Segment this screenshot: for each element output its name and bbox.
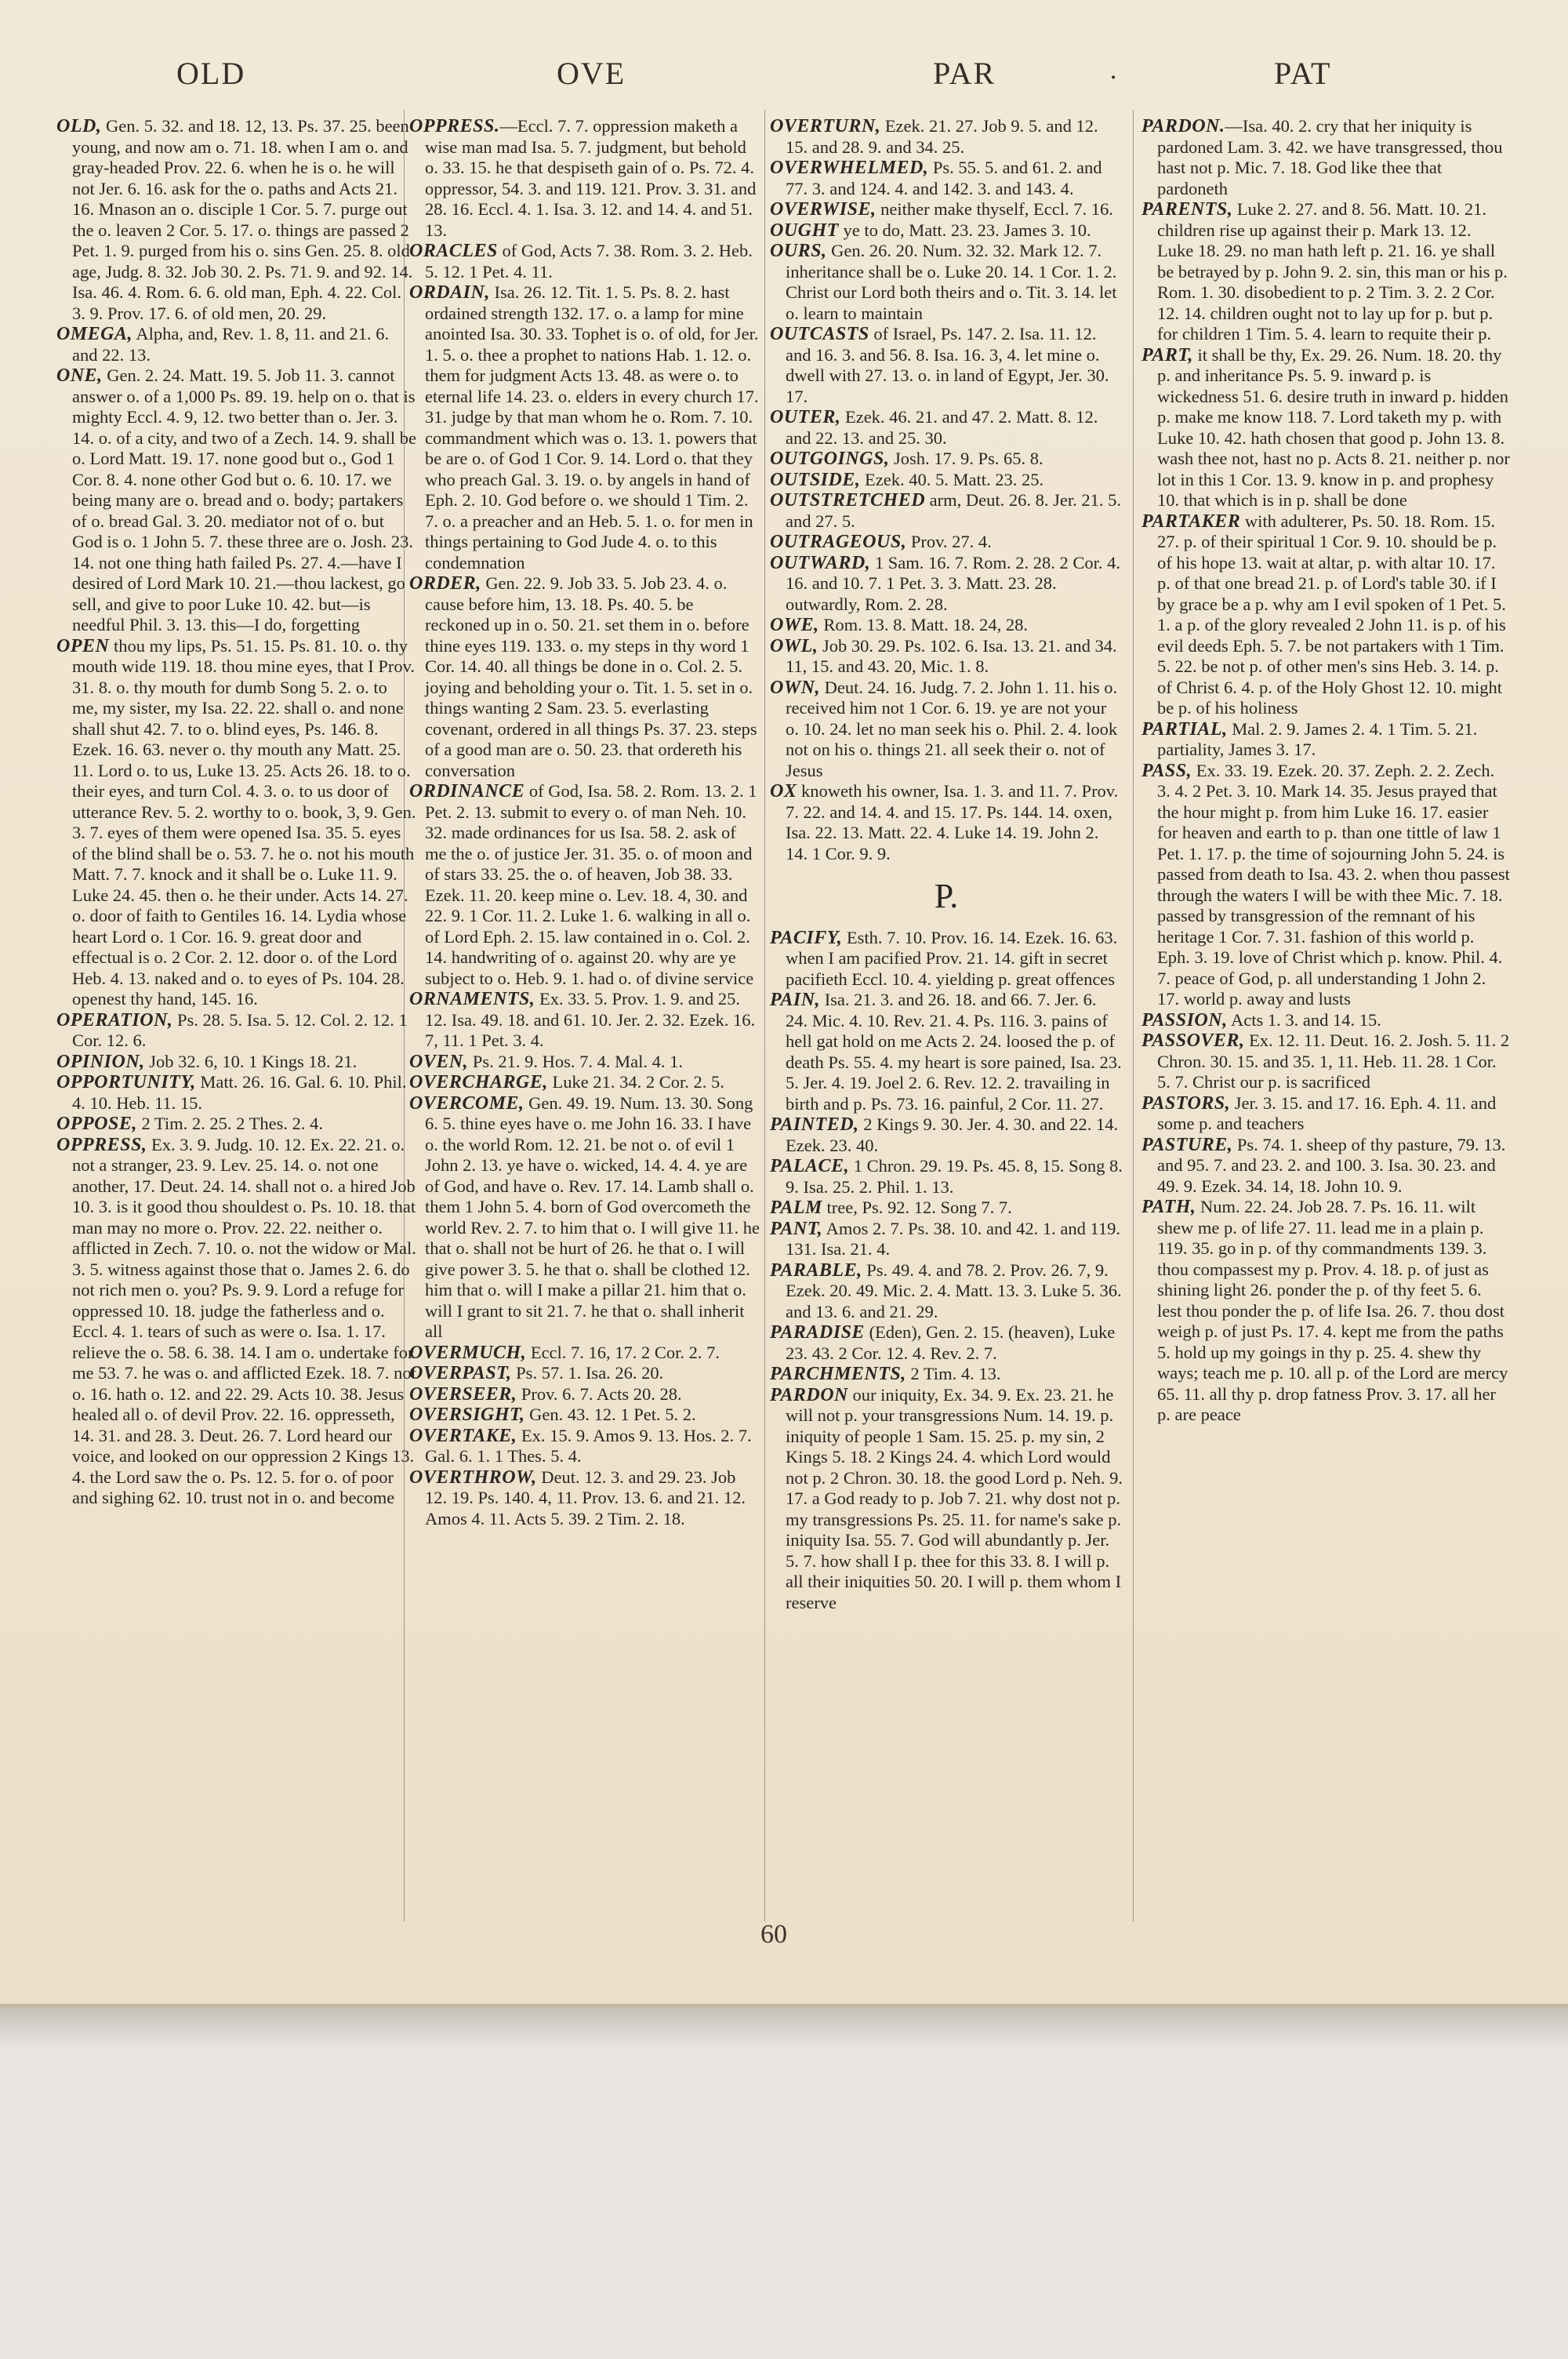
concordance-entry — [1142, 1093, 1510, 1135]
concordance-entry — [56, 1010, 417, 1052]
entry-headword: PARTIAL, — [1142, 718, 1228, 740]
entry-references: it shall be thy, Ex. 29. 26. Num. 18. 20. thy p. and inheritance Ps. 5. 9. inward p. is wickedness 51. 6. desire truth in inward p. hidden p. make me know 118. 7. Lord taketh my p. with Luke 10. 42. hath chosen that good p. John 13. 8. wash thee not, hast no p. Acts 8. 21. neither p. nor lot in this 1 Cor. 13. 9. know in p. and prophesy 10. that which is in p. shall be done — [1157, 344, 1510, 510]
entry-headword: OUTWARD, — [770, 552, 871, 573]
entry-headword: PAIN, — [770, 990, 821, 1010]
entry-references: Ex. 33. 19. Ezek. 20. 37. Zeph. 2. 2. Zech. 3. 4. 2 Pet. 3. 10. Mark 14. 35. Jesus prayed that the hour might p. from him Luke 16. 17. easier for heaven and earth to p. than one tittle of law 1 Pet. 1. 17. p. the time of sojourning John 5. 24. is passed from death to Isa. 43. 2. when thou passest through the waters I will be with thee Mic. 7. 18. passed by transgression of the remnant of his heritage 1 Cor. 7. 31. fashion of this world p. Eph. 3. 19. love of Christ which p. know. Phil. 4. 7. peace of God, p. all understanding 1 John 2. 17. world p. away and lusts — [1157, 760, 1510, 1009]
entry-headword: OVERSIGHT, — [409, 1405, 525, 1425]
header-left-guideword: OLD — [176, 56, 246, 91]
entry-references: Deut. 12. 3. and 29. 23. Job 12. 19. Ps. 140. 4, 11. Prov. 13. 6. and 21. 12. Amos 4. 11. Acts 5. 39. 2 Tim. 2. 18. — [425, 1467, 746, 1528]
concordance-entry — [409, 116, 760, 241]
concordance-entry — [1142, 761, 1510, 1010]
entry-headword: OUTSTRETCHED — [770, 490, 926, 511]
concordance-entry — [1142, 1030, 1510, 1093]
entry-headword: OVERCHARGE, — [409, 1072, 548, 1092]
concordance-entry — [409, 1426, 760, 1467]
entry-headword: ORDINANCE — [409, 781, 525, 801]
concordance-entry — [770, 990, 1123, 1114]
entry-headword: PARADISE — [770, 1322, 865, 1343]
entry-headword: PARDON. — [1142, 116, 1225, 136]
concordance-entry — [409, 1405, 760, 1426]
column-2 — [409, 116, 760, 1529]
header-right-guideword: PAT — [1274, 56, 1332, 91]
concordance-entry — [1142, 1197, 1510, 1426]
entry-headword: PARABLE, — [770, 1259, 862, 1281]
entry-references: Eccl. 7. 16, 17. 2 Cor. 2. 7. — [526, 1342, 720, 1362]
concordance-entry — [56, 1114, 417, 1135]
entry-headword: PANT, — [770, 1218, 823, 1239]
entry-headword: OVERTHROW, — [409, 1467, 537, 1488]
entry-headword: PALACE, — [770, 1156, 850, 1176]
entry-headword: PASSION, — [1142, 1009, 1228, 1030]
entry-references: tree, Ps. 92. 12. Song 7. 7. — [822, 1198, 1012, 1217]
entry-references: Matt. 26. 16. Gal. 6. 10. Phil. 4. 10. Heb. 11. 15. — [72, 1072, 407, 1113]
entry-headword: OVEN, — [409, 1051, 469, 1072]
concordance-entry — [56, 636, 417, 1010]
concordance-entry — [770, 928, 1123, 990]
header-separator: . — [1109, 55, 1118, 85]
entry-headword: OUTER, — [770, 407, 841, 427]
entry-headword: PALM — [770, 1198, 822, 1218]
column-4 — [1142, 116, 1510, 1426]
entry-headword: OVERWISE, — [770, 199, 877, 220]
concordance-entry — [770, 220, 1123, 242]
concordance-entry — [409, 573, 760, 781]
concordance-entry — [1142, 511, 1510, 719]
column-rule — [764, 110, 765, 1921]
concordance-entry — [409, 1093, 760, 1343]
concordance-entry — [1142, 199, 1510, 345]
entry-references: neither make thyself, Eccl. 7. 16. — [876, 199, 1113, 219]
concordance-entry — [770, 1385, 1123, 1614]
entry-references: Ezek. 46. 21. and 47. 2. Matt. 8. 12. and 22. 13. and 25. 30. — [786, 407, 1098, 448]
entry-headword: OVERTURN, — [770, 116, 881, 136]
entry-references: Gen. 49. 19. Num. 13. 30. Song 6. 5. thine eyes have o. me John 16. 33. I have o. the world Rom. 12. 21. be not o. of evil 1 John 2. 13. ye have o. wicked, 14. 4. 4. ye are of God, and have o. Rev. 17. 14. Lamb shall o. them 1 John 5. 4. born of God overcometh the world Rev. 2. 7. to him that o. I will give 11. he that o. shall not be hurt of 26. he that o. I will give power 3. 5. he that o. shall be clothed 12. him that o. will I make a pillar 21. him that o. will I grant to sit 21. 7. he that o. shall inherit all — [425, 1092, 760, 1341]
entry-references: Num. 22. 24. Job 28. 7. Ps. 16. 11. wilt shew me p. of life 27. 11. lead me in a plain p. 119. 35. go in p. of thy commandments 139. 3. thou compassest my p. Prov. 4. 18. p. of just as shining light 26. ponder the p. of thy feet 5. 6. lest thou ponder the p. of life Isa. 26. 7. thou dost weigh p. of just Ps. 17. 4. kept me from the paths 5. hold up my goings in thy p. 25. 4. shew thy ways; teach me p. 10. all p. of the Lord are mercy 65. 11. all thy p. drop fatness Prov. 3. 17. all her p. are peace — [1157, 1197, 1508, 1424]
entry-headword: OPPOSE, — [56, 1114, 137, 1134]
entry-headword: PASS, — [1142, 760, 1192, 781]
entry-headword: OMEGA, — [56, 324, 133, 344]
concordance-entry — [770, 553, 1123, 616]
entry-headword: PARENTS, — [1142, 199, 1233, 220]
entry-references: Gen. 2. 24. Matt. 19. 5. Job 11. 3. cannot answer o. of a 1,000 Ps. 89. 19. help on o. that is mighty Eccl. 4. 9, 12. two better than o. Jer. 3. 14. o. of a city, and two of a Zech. 14. 9. shall be o. Lord Matt. 19. 17. none good but o., God 1 Cor. 8. 4. none other God but o. 6. 10. 17. we being many are o. bread and o. body; partakers of o. bread Gal. 3. 20. mediator not of o. but God is o. 1 John 5. 7. these three are o. Josh. 23. 14. not one thing hath failed Ps. 27. 4.—have I desired of Lord Mark 10. 21.—thou lackest, go sell, and give to poor Luke 10. 42. but—is needful Phil. 3. 13. this—I do, forgetting — [72, 365, 417, 634]
entry-headword: OPPORTUNITY, — [56, 1072, 196, 1092]
entry-headword: ONE, — [56, 365, 103, 386]
entry-references: thou my lips, Ps. 51. 15. Ps. 81. 10. o. thy mouth wide 119. 18. thou mine eyes, that I Prov. 31. 8. o. thy mouth for dumb Song 5. 2. o. to me, my sister, my Isa. 22. 22. shall o. and none shall shut 42. 7. to o. blind eyes, Ps. 146. 8. Ezek. 16. 63. never o. thy mouth any Matt. 25. 11. Lord o. to us, Luke 13. 25. Acts 26. 18. to o. their eyes, and turn Col. 4. 3. o. to us door of utterance Rev. 5. 2. worthy to o. book, 3, 9. Gen. 3. 7. eyes of them were opened Isa. 35. 5. eyes of the blind shall be o. 53. 7. he o. not his mouth Matt. 7. 7. knock and it shall be o. Luke 11. 9. Luke 24. 45. then o. he their under. Acts 14. 27. o. door of faith to Gentiles 16. 14. Lydia whose heart Lord o. 1 Cor. 16. 9. great door and effectual is o. 2 Cor. 2. 12. door o. of the Lord Heb. 4. 13. naked and o. to eyes of Ps. 104. 28. openest thy hand, 145. 16. — [72, 635, 416, 1009]
entry-headword: OUTCASTS — [770, 324, 869, 344]
entry-references: Ex. 15. 9. Amos 9. 13. Hos. 2. 7. Gal. 6. 1. 1 Thes. 5. 4. — [425, 1425, 752, 1466]
entry-references: —Eccl. 7. 7. oppression maketh a wise man mad Isa. 5. 7. judgment, but behold o. 33. 15. he that despiseth gain of o. Ps. 72. 4. oppressor, 54. 3. and 119. 121. Prov. 3. 31. and 28. 16. Eccl. 4. 1. Isa. 3. 12. and 14. 4. and 51. 13. — [425, 116, 757, 240]
entry-references: Prov. 27. 4. — [906, 532, 992, 551]
entry-references: 2 Kings 9. 30. Jer. 4. 30. and 22. 14. Ezek. 23. 40. — [786, 1114, 1119, 1155]
page-edge-shadow — [0, 2004, 1568, 2051]
entry-headword: OUTGOINGS, — [770, 449, 890, 469]
entry-headword: OPERATION, — [56, 1009, 173, 1030]
entry-headword: OUTRAGEOUS, — [770, 532, 907, 552]
column-3 — [770, 116, 1123, 1613]
entry-references: 2 Tim. 4. 13. — [906, 1364, 1001, 1383]
concordance-entry — [1142, 1135, 1510, 1198]
concordance-entry — [770, 1114, 1123, 1156]
entry-references: Isa. 21. 3. and 26. 18. and 66. 7. Jer. 6. 24. Mic. 4. 10. Rev. 21. 4. Ps. 116. 3. pains of hell gat hold on me Acts 2. 24. loosed the p. of death Ps. 55. 4. my heart is sore pained, Isa. 23. 5. Jer. 4. 19. Joel 2. 6. Rev. 12. 2. travailing in birth and p. Ps. 73. 16. painful, 2 Cor. 11. 27. — [786, 990, 1122, 1114]
entry-references: arm, Deut. 26. 8. Jer. 21. 5. and 27. 5. — [786, 490, 1121, 531]
concordance-entry — [770, 678, 1123, 782]
entry-references: Ps. 49. 4. and 78. 2. Prov. 26. 7, 9. Ezek. 20. 49. Mic. 2. 4. Matt. 13. 3. Luke 5. 36. and 13. 6. and 21. 29. — [786, 1259, 1122, 1321]
entry-references: of God, Isa. 58. 2. Rom. 13. 2. 1 Pet. 2. 13. submit to every o. of man Neh. 10. 32. made ordinances for us Isa. 58. 2. ask of me the o. of justice Jer. 31. 35. o. of moon and of stars 33. 25. the o. of heaven, Job 38. 33. Ezek. 11. 20. keep mine o. Lev. 18. 4, 30. and 22. 9. 1 Cor. 11. 2. Luke 1. 6. walking in all o. of Lord Eph. 2. 15. law contained in o. Col. 2. 14. handwriting of o. against 20. why are ye subject to o. Heb. 9. 1. had o. of divine service — [425, 781, 757, 988]
concordance-entry — [409, 282, 760, 573]
concordance-entry — [1142, 345, 1510, 511]
entry-references: 1 Sam. 16. 7. Rom. 2. 28. 2 Cor. 4. 16. and 10. 7. 1 Pet. 3. 3. Matt. 23. 28. outwardly, Rom. 2. 28. — [786, 552, 1121, 614]
entry-references: Ex. 33. 5. Prov. 1. 9. and 25. 12. Isa. 49. 18. and 61. 10. Jer. 2. 32. Ezek. 16. 7, 11. 1 Pet. 3. 4. — [425, 989, 756, 1050]
entry-references: Luke 2. 27. and 8. 56. Matt. 10. 21. children rise up against their p. Mark 13. 12. Luke 18. 29. no man hath left p. 21. 16. ye shall be betrayed by p. John 9. 2. sin, this man or his p. Rom. 1. 30. disobedient to p. 2 Tim. 3. 2. 2 Cor. 12. 14. children ought not to lay up for p. but p. for children 1 Tim. 5. 4. learn to requite their p. — [1157, 199, 1508, 343]
header-center-right-guideword: PAR — [933, 56, 996, 91]
entry-references: Ps. 57. 1. Isa. 26. 20. — [511, 1363, 664, 1383]
entry-headword: PART, — [1142, 344, 1193, 365]
entry-headword: PACIFY, — [770, 927, 843, 948]
entry-references: Ps. 28. 5. Isa. 5. 12. Col. 2. 12. 1 Cor. 12. 6. — [72, 1009, 408, 1050]
entry-headword: OLD, — [56, 116, 102, 136]
concordance-entry — [770, 615, 1123, 636]
concordance-entry — [770, 1219, 1123, 1260]
entry-references: ye to do, Matt. 23. 23. James 3. 10. — [838, 220, 1091, 240]
entry-headword: ORNAMENTS, — [409, 989, 535, 1009]
concordance-entry — [770, 1198, 1123, 1219]
entry-references: (Eden), Gen. 2. 15. (heaven), Luke 23. 43. 2 Cor. 12. 4. Rev. 2. 7. — [786, 1322, 1116, 1363]
entry-references: Ps. 21. 9. Hos. 7. 4. Mal. 4. 1. — [468, 1051, 683, 1071]
concordance-entry — [770, 1156, 1123, 1198]
entry-references: Deut. 24. 16. Judg. 7. 2. John 1. 11. his o. received him not 1 Cor. 6. 19. ye are not your o. 10. 24. let no man seek his o. Phil. 2. 4. look not on his o. things 21. all seek their o. not of Jesus — [786, 677, 1118, 780]
entry-headword: OVERWHELMED, — [770, 158, 929, 178]
entry-references: Alpha, and, Rev. 1. 8, 11. and 21. 6. and 22. 13. — [72, 324, 390, 365]
concordance-entry — [409, 781, 760, 989]
entry-headword: PARTAKER — [1142, 511, 1241, 532]
entry-headword: OWN, — [770, 677, 821, 698]
entry-references: of Israel, Ps. 147. 2. Isa. 11. 12. and 16. 3. and 56. 8. Isa. 16. 3, 4. let mine o. dwell with 27. 13. o. in land of Egypt, Jer. 30. 17. — [786, 324, 1109, 406]
concordance-entry — [770, 1260, 1123, 1323]
concordance-entry — [56, 1072, 417, 1114]
entry-references: 2 Tim. 2. 25. 2 Thes. 2. 4. — [136, 1114, 323, 1133]
entry-references: our iniquity, Ex. 34. 9. Ex. 23. 21. he will not p. your transgressions Num. 14. 19. p. iniquity of people 1 Sam. 15. 25. p. my sin, 2 Kings 5. 18. 2 Kings 24. 4. which Lord would not p. 2 Chron. 30. 18. the good Lord p. Neh. 9. 17. a God ready to p. Job 7. 21. why dost not p. my transgressions Ps. 25. 11. for name's sake p. iniquity Isa. 55. 7. God will abundantly p. Jer. 5. 7. how shall I p. thee for this 33. 8. I will p. all their iniquities 50. 20. I will p. them whom I reserve — [786, 1384, 1123, 1612]
entry-references: Job 30. 29. Ps. 102. 6. Isa. 13. 21. and 34. 11, 15. and 43. 20, Mic. 1. 8. — [786, 635, 1117, 676]
entry-references: Josh. 17. 9. Ps. 65. 8. — [889, 449, 1044, 468]
entry-headword: PAINTED, — [770, 1114, 859, 1135]
entry-headword: OUGHT — [770, 220, 839, 241]
entry-headword: OX — [770, 781, 797, 801]
entry-references: Job 32. 6, 10. 1 Kings 18. 21. — [144, 1051, 358, 1071]
entry-references: —Isa. 40. 2. cry that her iniquity is pardoned Lam. 3. 42. we have transgressed, thou hast not p. Mic. 7. 18. God like thee that pardoneth — [1157, 116, 1503, 198]
concordance-entry — [770, 324, 1123, 407]
entry-references: Mal. 2. 9. James 2. 4. 1 Tim. 5. 21. partiality, James 3. 17. — [1157, 718, 1478, 759]
entry-headword: OVERMUCH, — [409, 1342, 527, 1363]
entry-headword: ORDAIN, — [409, 282, 490, 303]
concordance-entry — [56, 1135, 417, 1509]
header-center-left-guideword: OVE — [557, 56, 626, 91]
entry-headword: OPEN — [56, 635, 110, 656]
entry-headword: PASSOVER, — [1142, 1030, 1245, 1051]
entry-references: Gen. 22. 9. Job 33. 5. Job 23. 4. o. cause before him, 13. 18. Ps. 40. 5. be reckoned up in o. 50. 21. set them in o. before thine eyes 119. 133. o. my steps in thy word 1 Cor. 14. 40. all things be done in o. Col. 2. 5. joying and beholding your o. Tit. 1. 5. set in o. things wanting 2 Sam. 23. 5. everlasting covenant, ordered in all things Ps. 37. 23. steps of a good man are o. 50. 23. that ordereth his conversation — [425, 573, 757, 780]
entry-references: Ps. 74. 1. sheep of thy pasture, 79. 13. and 95. 7. and 23. 2. and 100. 3. Isa. 30. 23. and 49. 9. Ezek. 34. 14, 18. John 10. 9. — [1157, 1134, 1506, 1196]
entry-headword: ORACLES — [409, 241, 498, 261]
concordance-entry — [409, 1467, 760, 1530]
concordance-entry — [770, 532, 1123, 553]
entry-references: Ex. 3. 9. Judg. 10. 12. Ex. 22. 21. o. not a stranger, 23. 9. Lev. 25. 14. o. not one another, 17. Deut. 24. 14. shall not o. a hired Job 10. 3. is it good thou shouldest o. Ps. 10. 18. that man may no more o. Prov. 22. 22. neither o. afflicted in Zech. 7. 10. o. not the widow or Mal. 3. 5. witness against those that o. James 2. 6. do not rich men o. you? Ps. 9. 9. Lord a refuge for oppressed 10. 18. judge the fatherless and o. Eccl. 4. 1. tears of such as were o. Isa. 1. 17. relieve the o. 58. 6. 38. 14. I am o. undertake for me 53. 7. he was o. and afflicted Ezek. 18. 7. not o. 16. hath o. 12. and 22. 29. Acts 10. 38. Jesus healed all o. of devil Prov. 22. 16. oppresseth, 14. 31. and 28. 3. Deut. 26. 7. Lord heard our voice, and looked on our oppression 2 Kings 13. 4. the Lord saw the o. Ps. 12. 5. for o. of poor and sighing 62. 10. trust not in o. and become — [72, 1134, 416, 1507]
concordance-entry — [1142, 1010, 1510, 1031]
entry-references: Esth. 7. 10. Prov. 16. 14. Ezek. 16. 63. when I am pacified Prov. 21. 14. gift in secret pacifieth Eccl. 10. 4. yielding p. great offences — [786, 927, 1118, 989]
column-1 — [56, 116, 417, 1509]
column-rule — [1133, 110, 1134, 1921]
concordance-entry — [770, 158, 1123, 199]
entry-references: Luke 21. 34. 2 Cor. 2. 5. — [547, 1072, 724, 1092]
page-number: 60 — [760, 1920, 787, 1949]
section-letter-heading: P. — [934, 877, 959, 915]
concordance-entry — [409, 1363, 760, 1384]
entry-headword: PARCHMENTS, — [770, 1364, 906, 1384]
concordance-entry — [770, 781, 1123, 864]
entry-references: with adulterer, Ps. 50. 18. Rom. 15. 27. p. of their spiritual 1 Cor. 9. 10. should be p. of his hope 13. wait at altar, p. with altar 10. 17. p. of that one bread 21. p. of Lord's table 30. if I by grace be a p. why am I evil spoken of 1 Pet. 5. 1. a p. of the glory revealed 2 John 11. is p. of his evil deeds Eph. 5. 7. be not partakers with 1 Tim. 5. 22. be not p. of other men's sins Heb. 3. 14. p. of Christ 6. 4. p. of the Holy Ghost 12. 10. might be p. of his holiness — [1157, 511, 1506, 718]
concordance-entry — [770, 490, 1123, 532]
entry-headword: OPPRESS. — [409, 116, 500, 136]
concordance-entry — [770, 449, 1123, 470]
entry-references: Prov. 6. 7. Acts 20. 28. — [517, 1383, 682, 1404]
concordance-entry — [770, 407, 1123, 449]
entry-headword: PATH, — [1142, 1197, 1196, 1217]
concordance-entry — [56, 365, 417, 636]
concordance-entry — [770, 199, 1123, 220]
entry-references: Acts 1. 3. and 14. 15. — [1227, 1009, 1381, 1030]
entry-headword: OUTSIDE, — [770, 469, 861, 490]
concordance-entry — [409, 1052, 760, 1073]
entry-headword: OVERCOME, — [409, 1092, 524, 1114]
entry-references: of God, Acts 7. 38. Rom. 3. 2. Heb. 5. 12. 1 Pet. 4. 11. — [425, 241, 753, 282]
entry-references: Ezek. 21. 27. Job 9. 5. and 12. 15. and 28. 9. and 34. 25. — [786, 116, 1098, 157]
entry-headword: OPPRESS, — [56, 1134, 147, 1155]
concordance-entry — [1142, 116, 1510, 199]
concordance-entry — [770, 116, 1123, 158]
concordance-entry — [409, 1072, 760, 1093]
entry-headword: PASTURE, — [1142, 1134, 1233, 1155]
concordance-entry — [770, 1364, 1123, 1385]
entry-headword: OVERPAST, — [409, 1363, 512, 1383]
concordance-entry — [56, 1052, 417, 1073]
entry-references: Ex. 12. 11. Deut. 16. 2. Josh. 5. 11. 2 Chron. 30. 15. and 35. 1, 11. Heb. 11. 28. 1 Cor. 5. 7. Christ our p. is sacrificed — [1157, 1030, 1510, 1092]
concordance-entry — [1142, 719, 1510, 761]
concordance-entry — [409, 241, 760, 282]
entry-references: Ps. 55. 5. and 61. 2. and 77. 3. and 124. 4. and 142. 3. and 143. 4. — [786, 158, 1102, 198]
entry-headword: PARDON — [770, 1384, 848, 1405]
entry-headword: PASTORS, — [1142, 1092, 1231, 1114]
entry-references: Jer. 3. 15. and 17. 16. Eph. 4. 11. and some p. and teachers — [1157, 1092, 1497, 1133]
entry-headword: OWE, — [770, 615, 819, 635]
entry-references: Isa. 26. 12. Tit. 1. 5. Ps. 8. 2. hast ordained strength 132. 17. o. a lamp for mine anointed Isa. 30. 33. Tophet is o. of old, for Jer. 1. 5. o. thee a prophet to nations Hab. 1. 12. o. them for judgment Acts 13. 48. as were o. to eternal life 14. 23. o. elders in every church 17. 31. judge by that man whom he o. Rom. 7. 10. commandment which was o. 13. 1. powers that be are o. of God 1 Cor. 9. 14. Lord o. that they who preach Gal. 3. 19. o. by angels in hand of Eph. 2. 10. God before o. we should 1 Tim. 2. 7. o. a preacher and an Heb. 5. 1. o. for men in things pertaining to God Jude 4. o. to this condemnation — [425, 282, 759, 572]
concordance-entry — [56, 116, 417, 324]
concordance-entry — [409, 1384, 760, 1405]
concordance-entry — [770, 470, 1123, 491]
page-header — [0, 55, 1568, 102]
concordance-entry — [770, 1322, 1123, 1364]
entry-references: Ezek. 40. 5. Matt. 23. 25. — [860, 469, 1044, 489]
entry-references: 1 Chron. 29. 19. Ps. 45. 8, 15. Song 8. 9. Isa. 25. 2. Phil. 1. 13. — [786, 1156, 1123, 1197]
entry-references: Gen. 26. 20. Num. 32. 32. Mark 12. 7. inheritance shall be o. Luke 20. 14. 1 Cor. 1. 2. Christ our Lord both theirs and o. Tit. 3. 14. let o. learn to maintain — [786, 241, 1117, 323]
concordance-entry — [409, 1343, 760, 1364]
entry-references: Gen. 5. 32. and 18. 12, 13. Ps. 37. 25. been young, and now am o. 71. 18. when I am o. and gray-headed Prov. 22. 6. when he is o. he will not Jer. 6. 16. ask for the o. paths and Acts 21. 16. Mnason an o. disciple 1 Cor. 5. 7. purge out the o. leaven 2 Cor. 5. 17. o. things are passed 2 Pet. 1. 9. purged from his o. sins Gen. 25. 8. old age, Judg. 8. 32. Job 30. 2. Ps. 71. 9. and 92. 14. Isa. 46. 4. Rom. 6. 6. old man, Eph. 4. 22. Col. 3. 9. Prov. 17. 6. of old men, 20. 29. — [72, 116, 413, 323]
entry-headword: OPINION, — [56, 1051, 145, 1072]
entry-headword: OWL, — [770, 635, 818, 656]
concordance-entry — [409, 989, 760, 1052]
entry-references: Amos 2. 7. Ps. 38. 10. and 42. 1. and 119. 131. Isa. 21. 4. — [786, 1218, 1120, 1259]
concordance-entry — [56, 324, 417, 365]
entry-headword: OVERSEER, — [409, 1383, 517, 1405]
entry-headword: ORDER, — [409, 573, 481, 594]
entry-headword: OVERTAKE, — [409, 1425, 517, 1446]
entry-references: knoweth his owner, Isa. 1. 3. and 11. 7. Prov. 7. 22. and 14. 4. and 15. 17. Ps. 144. 14. oxen, Isa. 22. 13. Matt. 22. 4. Luke 14. 19. John 2. 14. 1 Cor. 9. 9. — [786, 781, 1119, 863]
entry-references: Rom. 13. 8. Matt. 18. 24, 28. — [818, 615, 1028, 634]
entry-references: Gen. 43. 12. 1 Pet. 5. 2. — [524, 1405, 696, 1424]
concordance-entry — [770, 636, 1123, 678]
concordance-entry — [770, 241, 1123, 324]
entry-headword: OURS, — [770, 241, 827, 261]
